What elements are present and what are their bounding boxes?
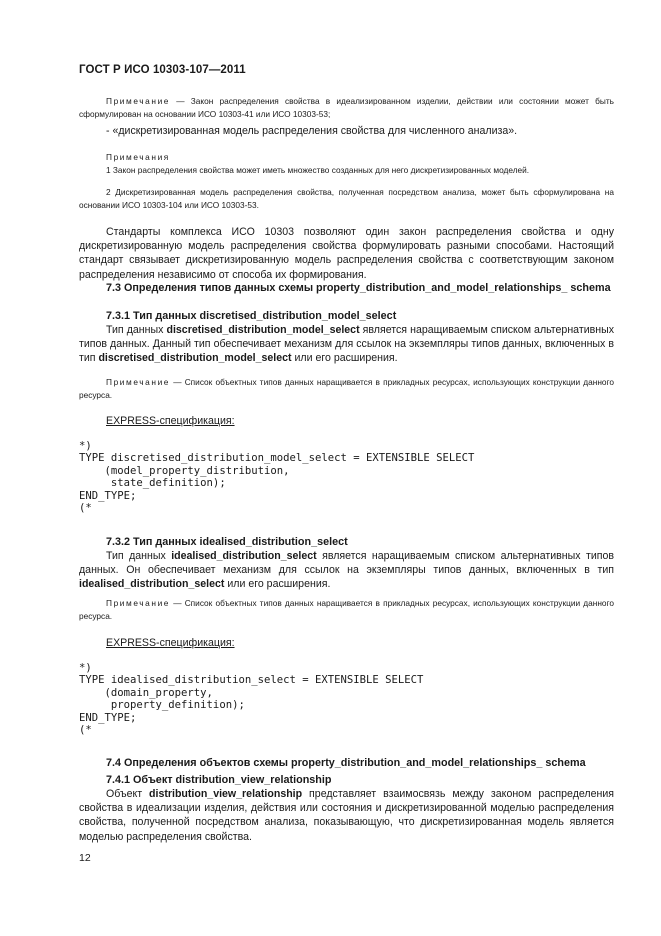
document-header: ГОСТ Р ИСО 10303-107—2011	[79, 64, 246, 76]
section-heading-7-4: 7.4 Определения объектов схемы property_distribution_and_model_relationships_ schema	[106, 757, 586, 769]
express-spec-label: EXPRESS-спецификация:	[106, 637, 235, 649]
note-label: Примечание	[106, 96, 171, 106]
body-paragraph: Стандарты комплекса ИСО 10303 позволяют один закон распределения свойства и одну дискретизированную модель распределения свойства формулировать разными способами. Настоящий стандарт связывает дискретизированную модель распределения свойства с соответствующим законом распределения независимо от способа их формирования.	[79, 226, 614, 281]
subsection-heading-7-4-1: 7.4.1 Объект distribution_view_relationship	[106, 774, 332, 786]
page-number: 12	[79, 852, 91, 864]
notes-label: Примечания	[106, 152, 170, 162]
section-heading-7-3: 7.3 Определения типов данных схемы property_distribution_and_model_relationships_ schema	[106, 282, 611, 294]
note-paragraph: Примечание — Список объектных типов данных наращивается в прикладных ресурсах, использующих конструкции данного ресурса.	[79, 598, 614, 621]
subsection-paragraph-7-3-2: Тип данных idealised_distribution_select является наращиваемым списком альтернативных типов данных. Он обеспечивает механизм для ссылок на экземпляры типов данных, включенных в тип idealised_distribution_select или его расширения.	[79, 550, 614, 591]
note-paragraph: Примечание — Список объектных типов данных наращивается в прикладных ресурсах, использующих конструкции данного ресурса.	[79, 377, 614, 400]
subsection-heading-7-3-1: 7.3.1 Тип данных discretised_distribution_model_select	[106, 310, 397, 322]
express-spec-label: EXPRESS-спецификация:	[106, 415, 235, 427]
express-code-block: *) TYPE discretised_distribution_model_select = EXTENSIBLE SELECT (model_property_distribution, state_definition); END_TYPE; (*	[79, 440, 475, 515]
note-paragraph: Примечание — Закон распределения свойства в идеализированном изделии, действии или состоянии может быть сформулирован на основании ИСО 10303-41 или ИСО 10303-53;	[79, 96, 614, 119]
express-code-block: *) TYPE idealised_distribution_select = EXTENSIBLE SELECT (domain_property, property_definition); END_TYPE; (*	[79, 662, 424, 737]
note-item-1: 1 Закон распределения свойства может иметь множество созданных для него дискретизированных моделей.	[106, 165, 530, 175]
subsection-paragraph-7-3-1: Тип данных discretised_distribution_model_select является наращиваемым списком альтернативных типов данных. Данный тип обеспечивает механизм для ссылок на экземпляры типов данных, включенных в тип discretised_distribution_model_select или его расширения.	[79, 324, 614, 365]
note-item-2: 2 Дискретизированная модель распределения свойства, полученная посредством анализа, может быть сформулирована на основании ИСО 10303-104 или ИСО 10303-53.	[79, 187, 614, 210]
subsection-paragraph-7-4-1: Объект distribution_view_relationship представляет взаимосвязь между законом распределения свойства в идеализации изделия, действия или состояния и дискретизированной моделью распределения свойства, полученной посредством анализа, показывающую, что дискретизированная модель является моделью распределения свойства.	[79, 788, 614, 843]
bullet-item: - «дискретизированная модель распределения свойства для численного анализа».	[106, 125, 518, 137]
subsection-heading-7-3-2: 7.3.2 Тип данных idealised_distribution_select	[106, 536, 348, 548]
